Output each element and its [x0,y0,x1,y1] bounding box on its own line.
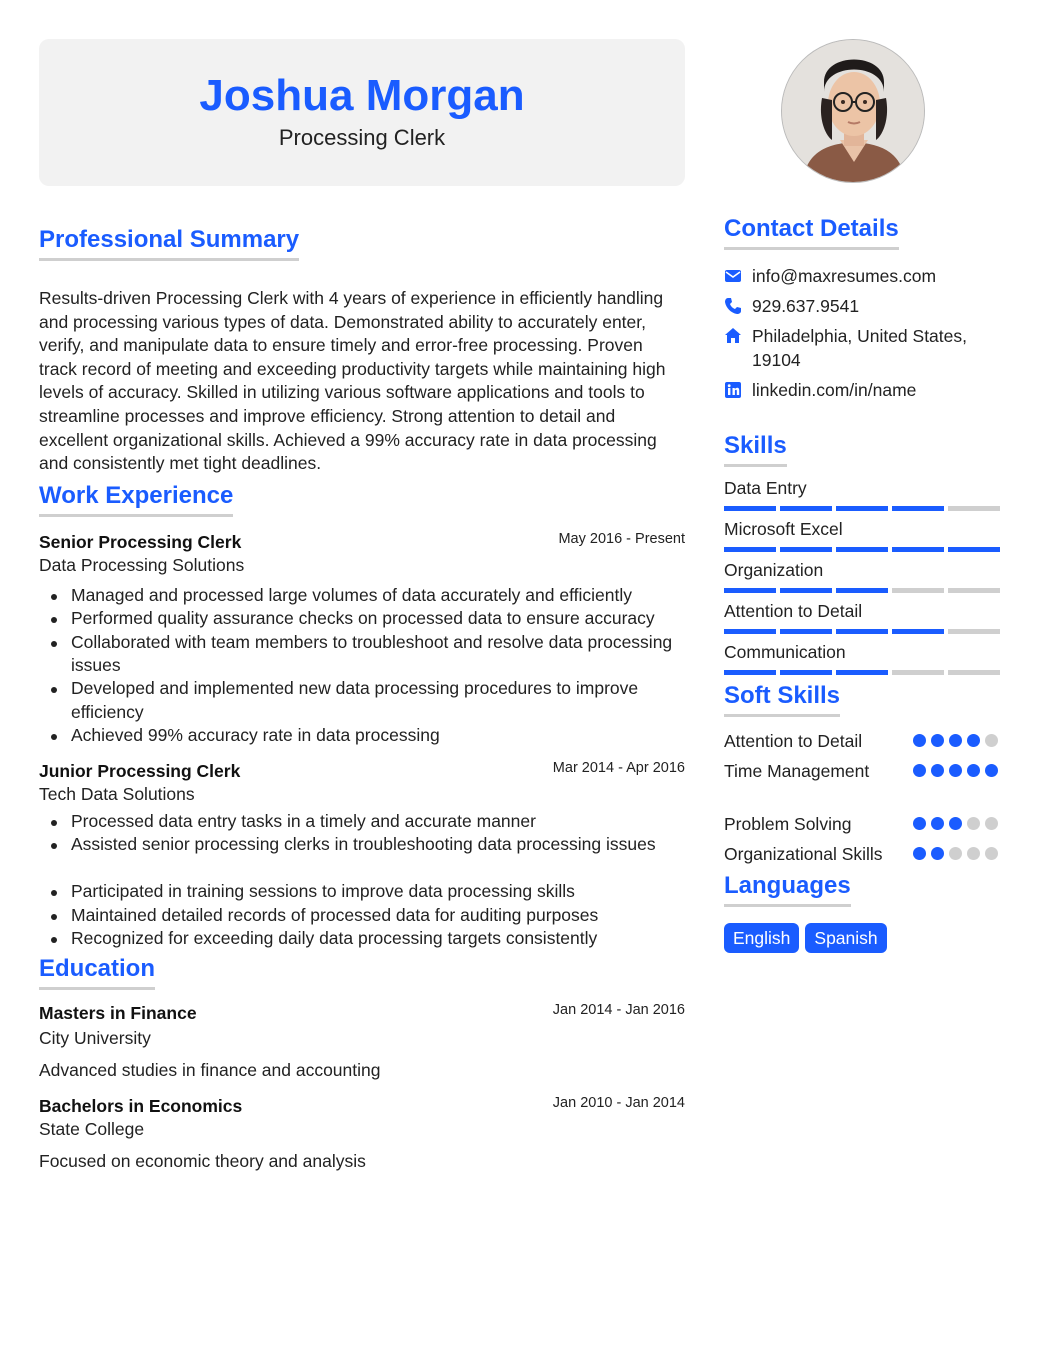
rating-dot [913,734,926,747]
skill-name: Attention to Detail [724,601,863,621]
education-section [39,955,685,1173]
soft-skill-row [724,842,1000,866]
skill-level-segment [892,506,944,511]
job-company: Tech Data Solutions [39,783,195,804]
job-entry [39,760,685,951]
rating-dot [931,734,944,747]
soft-skills-list [724,729,1000,866]
skill-level-segment [892,547,944,552]
skill-level-segment [780,670,832,675]
skill-level-segment [836,670,888,675]
email-text: info@maxresumes.com [752,266,937,286]
language-tag: Spanish [805,923,886,953]
rating-dot [985,764,998,777]
education-entry [39,1002,685,1082]
education-description: Focused on economic theory and analysis [39,1150,366,1171]
skill-level-bar [724,506,1000,512]
job-bullets [39,810,685,951]
rating-dot [949,734,962,747]
linkedin-text: linkedin.com/in/name [752,380,917,400]
education-entry [39,1095,685,1173]
job-bullet: Maintained detailed records of processed data for auditing purposes [39,904,685,927]
education-heading: Education [39,955,155,990]
skill-level-segment [836,506,888,511]
education-description: Advanced studies in finance and accounting [39,1059,381,1080]
soft-skill-row [724,812,1000,836]
education-dates: Jan 2010 - Jan 2014 [552,1094,685,1111]
skill-level-segment [948,629,1000,634]
skill-level-segment [780,547,832,552]
soft-skill-row [724,759,1000,783]
job-bullet: Developed and implemented new data processing procedures to improve efficiency [39,677,685,724]
skill-name: Data Entry [724,478,807,498]
soft-skill-rating [913,817,998,830]
experience-section [39,482,685,951]
rating-dot [931,847,944,860]
rating-dot [985,847,998,860]
skill-name: Organization [724,560,824,580]
skill-level-segment [724,629,776,634]
soft-skill-name: Attention to Detail [724,731,863,751]
job-bullet: Collaborated with team members to troubleshoot and resolve data processing issues [39,631,685,678]
job-header [39,760,685,783]
rating-dot [931,764,944,777]
resume-header [39,39,685,186]
skill-level-bar [724,670,1000,676]
skills-list [724,477,1000,676]
skill-level-segment [948,670,1000,675]
job-title: Junior Processing Clerk [39,760,241,781]
right-content [724,215,1000,953]
degree: Bachelors in Economics [39,1095,243,1116]
soft-skill-name: Time Management [724,761,870,781]
skill-level-bar [724,588,1000,594]
rating-dot [985,817,998,830]
job-bullets [39,584,685,748]
education-dates: Jan 2014 - Jan 2016 [552,1001,685,1018]
linkedin-icon [724,381,742,399]
job-company: Data Processing Solutions [39,554,245,575]
job-bullet: Performed quality assurance checks on processed data to ensure accuracy [39,607,685,630]
candidate-title: Processing Clerk [278,125,446,150]
rating-dot [949,847,962,860]
soft-skill-row [724,729,1000,753]
location-text: Philadelphia, United States, 19104 [752,326,967,370]
rating-dot [967,734,980,747]
languages-heading: Languages [724,872,851,907]
soft-skill-name: Organizational Skills [724,844,883,864]
skill-row [724,518,1000,553]
skill-level-segment [780,506,832,511]
summary-section [39,226,685,476]
contact-location [724,324,1000,372]
school: City University [39,1027,151,1048]
job-bullet: Recognized for exceeding daily data processing targets consistently [39,927,685,950]
job-dates: May 2016 - Present [558,530,685,547]
skill-level-segment [892,670,944,675]
phone-icon [724,297,742,315]
skill-level-segment [724,588,776,593]
summary-text: Results-driven Processing Clerk with 4 years of experience in efficiently handling and processing various types of data. Demonstrated ability to accurately enter, verify, and manipulate data to ensure timely and error-free processing. Proven track record of meeting and exceeding productivity targets while maintaining high levels of accuracy. Skilled in utilizing various software applications and tools to streamline processes and improve efficiency. Strong attention to detail and excellent organizational skills. Achieved a 99% accuracy rate in data processing and consistently met tight deadlines. [39,288,666,474]
skill-level-bar [724,629,1000,635]
skill-level-segment [948,547,1000,552]
job-header [39,531,685,554]
skill-level-segment [836,629,888,634]
language-tags [724,923,1000,953]
skill-level-segment [836,547,888,552]
job-bullet: Managed and processed large volumes of data accurately and efficiently [39,584,685,607]
skill-row [724,600,1000,635]
skill-level-segment [724,506,776,511]
person-photo-icon [782,40,925,183]
contact-email[interactable] [724,264,1000,288]
contact-section [724,215,1000,402]
rating-dot [985,734,998,747]
contact-phone[interactable] [724,294,1000,318]
skill-level-bar [724,547,1000,553]
rating-dot [913,847,926,860]
job-bullet: Processed data entry tasks in a timely and accurate manner [39,810,685,833]
summary-heading: Professional Summary [39,226,299,261]
job-dates: Mar 2014 - Apr 2016 [552,759,685,776]
experience-heading: Work Experience [39,482,233,517]
skill-level-segment [892,588,944,593]
skill-level-segment [948,588,1000,593]
languages-section [724,872,1000,953]
envelope-icon [724,267,742,285]
soft-skill-name: Problem Solving [724,814,852,834]
skill-row [724,559,1000,594]
soft-skills-section [724,682,1000,866]
contact-linkedin[interactable] [724,378,1000,402]
soft-skill-rating [913,734,998,747]
skill-level-segment [780,629,832,634]
skills-section [724,432,1000,676]
skill-level-segment [836,588,888,593]
job-bullet: Assisted senior processing clerks in troubleshooting data processing issues [39,833,685,856]
avatar [781,39,925,183]
contact-heading: Contact Details [724,215,899,250]
soft-skill-rating [913,847,998,860]
rating-dot [967,764,980,777]
education-header [39,1002,685,1025]
soft-skills-heading: Soft Skills [724,682,840,717]
skill-level-segment [892,629,944,634]
rating-dot [913,764,926,777]
phone-text: 929.637.9541 [752,296,860,316]
job-title: Senior Processing Clerk [39,531,242,552]
job-entry [39,531,685,748]
job-bullet: Achieved 99% accuracy rate in data processing [39,724,685,747]
home-icon [724,327,742,345]
contact-list [724,264,1000,402]
rating-dot [931,817,944,830]
school: State College [39,1118,145,1139]
left-column [39,39,685,1173]
skill-row [724,477,1000,512]
soft-skill-rating [913,764,998,777]
rating-dot [913,817,926,830]
skill-row [724,641,1000,676]
skill-level-segment [724,670,776,675]
job-bullet: Participated in training sessions to improve data processing skills [39,880,685,903]
skills-heading: Skills [724,432,787,467]
rating-dot [967,817,980,830]
degree: Masters in Finance [39,1002,197,1023]
language-tag: English [724,923,799,953]
rating-dot [949,817,962,830]
rating-dot [949,764,962,777]
skill-name: Communication [724,642,846,662]
skill-level-segment [948,506,1000,511]
education-header [39,1095,685,1118]
skill-level-segment [780,588,832,593]
skill-level-segment [724,547,776,552]
candidate-name: Joshua Morgan [199,71,525,120]
skill-name: Microsoft Excel [724,519,843,539]
rating-dot [967,847,980,860]
